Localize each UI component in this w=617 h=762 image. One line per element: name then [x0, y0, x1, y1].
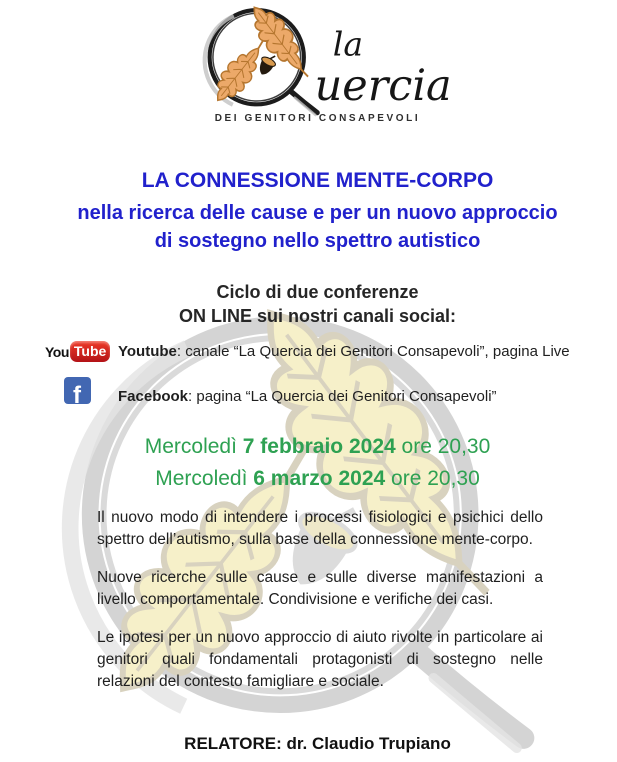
- paragraph-2: Nuove ricerche sulle cause e sulle diverse manifestazioni a livello comportamentale. Condivisione e verifiche dei casi.: [97, 568, 543, 609]
- logo-script-la: la: [332, 24, 364, 64]
- oak-circle-icon: [192, 1, 319, 125]
- speaker-line: RELATORE: dr. Claudio Trupiano: [184, 734, 451, 753]
- logo-script-uercia: uercia: [314, 61, 452, 112]
- youtube-icon-tube: Tube: [70, 341, 110, 362]
- youtube-icon: [45, 339, 110, 364]
- youtube-icon-you: You: [45, 343, 69, 360]
- intro-line-2: ON LINE sui nostri canali social:: [178, 305, 457, 326]
- description: [97, 507, 543, 709]
- date-day: Mercoledì: [144, 435, 243, 458]
- event-title: LA CONNESSIONE MENTE-CORPO: [141, 169, 494, 192]
- date-strong: 7 febbraio 2024: [242, 435, 396, 458]
- facebook-icon: [64, 377, 91, 404]
- intro-line-1: Ciclo di due conferenze: [216, 282, 419, 302]
- intro-heading: [18, 281, 617, 328]
- facebook-row: [45, 377, 497, 404]
- youtube-text: [118, 343, 570, 360]
- facebook-icon-letter: f: [73, 382, 81, 404]
- logo-tagline: DEI GENITORI CONSAPEVOLI: [214, 113, 421, 124]
- youtube-icon-cell: [45, 339, 109, 364]
- facebook-detail: : pagina “La Quercia dei Genitori Consapevoli”: [188, 388, 497, 405]
- date-line-1: [18, 431, 617, 463]
- quercia-logo: [192, 1, 486, 125]
- event-dates: [18, 431, 617, 495]
- date-day: Mercoledì: [155, 467, 254, 490]
- date-strong: 6 marzo 2024: [253, 467, 386, 490]
- date-time: ore 20,30: [385, 467, 480, 490]
- facebook-text: [118, 388, 497, 405]
- youtube-row: [45, 339, 570, 364]
- event-subtitle: [18, 200, 617, 255]
- youtube-detail: : canale “La Quercia dei Genitori Consapevoli”, pagina Live: [176, 343, 570, 360]
- date-line-2: [18, 463, 617, 495]
- paragraph-1: Il nuovo modo di intendere i processi fisiologici e psichici dello spettro dell’autismo, sulla base della connessione mente-corpo.: [97, 509, 543, 549]
- date-time: ore 20,30: [395, 435, 491, 458]
- paragraph-3: Le ipotesi per un nuovo approccio di aiuto rivolte in particolare ai genitori quali fondamentali protagonisti di sostegno nelle relazioni del contesto famigliare e sociale.: [97, 628, 543, 691]
- facebook-icon-cell: [45, 377, 109, 404]
- youtube-label: Youtube: [118, 343, 177, 360]
- subtitle-line-2: di sostegno nello spettro autistico: [154, 229, 481, 252]
- subtitle-line-1: nella ricerca delle cause e per un nuovo approccio: [77, 202, 558, 224]
- facebook-label: Facebook: [118, 388, 189, 405]
